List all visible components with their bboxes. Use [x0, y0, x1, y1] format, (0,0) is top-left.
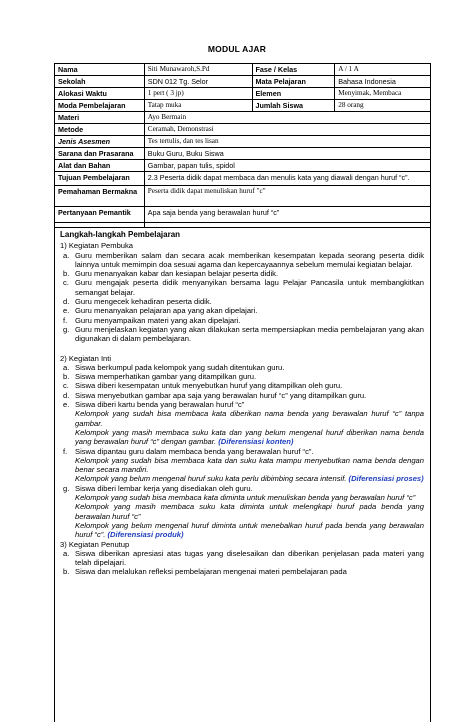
- sekolah-label: Sekolah: [55, 76, 145, 88]
- asesmen-label: Jenis Asesmen: [55, 136, 145, 148]
- mapel-value: Bahasa Indonesia: [335, 76, 431, 88]
- info-row-moda: [55, 100, 431, 112]
- list-item: a. Siswa diberikan apresiasi atas tugas yang diselesaikan dan diberikan penjelasan pada materi yang telah dipelajari.: [63, 548, 424, 568]
- moda-label: Moda Pembelajaran: [55, 100, 145, 112]
- nama-label: Nama: [55, 64, 145, 76]
- list-item: g. Siswa diberi lembar kerja yang disediakan oleh guru. Kelompok yang sudah bisa membaca kata diminta untuk menuliskan benda yang berawalan huruf “c” Kelompok yang masih membaca suku kata diminta untuk melengkapi huruf pada benda yang berawalan huruf “c” Kelompok yang belum mengenal huruf diminta untuk menebalkan huruf pada benda yang berawalan huruf “c”. (Diferensiasi produk): [63, 483, 424, 540]
- kegiatan-penutup: [60, 540, 424, 577]
- list-item: e. Guru menanyakan pelajaran apa yang akan dipelajari.: [63, 306, 258, 316]
- sarana-label: Sarana dan Prasarana: [55, 148, 145, 160]
- penutup-title: 3) Kegiatan Penutup: [60, 539, 130, 549]
- info-row-nama: [55, 64, 431, 76]
- info-row-sekolah: [55, 76, 431, 88]
- inti-list: [60, 363, 424, 540]
- sekolah-value: SDN 012 Tg. Selor: [144, 76, 252, 88]
- pertanyaan-label: Pertanyaan Pemantik: [55, 207, 145, 228]
- list-item: c. Guru mengajak peserta didik menyanyikan bersama lagu Pelajar Pancasila untuk membangkitkan semangat belajar.: [63, 278, 424, 297]
- inti-f-note-2: Kelompok yang belum mengenal huruf suku kata perlu dibimbing secara intensif. (Diferensiasi proses): [75, 474, 424, 484]
- info-row-alokasi: [55, 88, 431, 100]
- nama-value: Siti Munawaroh,S.Pd: [144, 64, 252, 76]
- module-info-table: [54, 63, 431, 228]
- list-item: c. Siswa diberi kesempatan untuk menyebutkan huruf yang ditampilkan oleh guru.: [63, 381, 343, 391]
- inti-title: 2) Kegiatan Inti: [60, 353, 112, 363]
- materi-label: Materi: [55, 112, 145, 124]
- inti-e-note-1: Kelompok yang sudah bisa membaca kata diberikan nama benda yang berawalan huruf “c” tanpa gambar.: [75, 409, 424, 428]
- tujuan-label: Tujuan Pembelajaran: [55, 172, 145, 186]
- pemahaman-label: Pemahaman Bermakna: [55, 186, 145, 207]
- inti-e-note-2: Kelompok yang masih membaca suku kata dan yang belum mengenal huruf diberikan nama benda yang berawalan huruf “c” dengan gambar. (Diferensiasi konten): [75, 427, 424, 447]
- inti-g-note-1: Kelompok yang sudah bisa membaca kata diminta untuk menuliskan benda yang berawalan huruf “c”: [75, 493, 416, 503]
- list-item: f. Siswa dipantau guru dalam membaca benda yang berawalan huruf “c”. Kelompok yang sudah bisa membaca kata dan suku kata mampu menyebutkan nama benda dengan benar secara mandiri. Kelompok yang belum mengenal huruf suku kata perlu dibimbing secara intensif. (Diferensiasi proses): [63, 446, 424, 484]
- fase-value: A / 1 A: [335, 64, 431, 76]
- document-title: MODUL AJAR: [207, 44, 267, 54]
- list-item: b. Siswa dan melalukan refleksi pembelajaran mengenai materi pembelajaran pada: [63, 567, 347, 577]
- info-row-sarana: [55, 148, 431, 160]
- diferensiasi-proses-tag: (Diferensiasi proses): [348, 474, 424, 484]
- inti-g-note-3: Kelompok yang belum mengenal huruf diminta untuk menebalkan huruf pada benda yang berawalan huruf “c”. (Diferensiasi produk): [75, 520, 424, 540]
- list-item: a. Siswa berkumpul pada kelompok yang sudah ditentukan guru.: [63, 362, 285, 372]
- steps-heading: Langkah-langkah Pembelajaran: [60, 230, 181, 239]
- alokasi-value: 1 pert ( 3 jp): [144, 88, 252, 100]
- list-item: d. Guru mengecek kehadiran peserta didik.: [63, 297, 212, 307]
- inti-f-note-1: Kelompok yang sudah bisa membaca kata dan suku kata mampu menyebutkan nama benda dengan benar secara mandiri.: [75, 455, 424, 475]
- info-row-pemahaman: [55, 186, 431, 207]
- pertanyaan-value: Apa saja benda yang berawalan huruf “c”: [144, 207, 430, 228]
- inti-g-note-2: Kelompok yang masih membaca suku kata diminta untuk melengkapi huruf pada benda yang berawalan huruf “c”: [75, 502, 424, 521]
- list-item: a. Guru memberikan salam dan secara acak memberikan kesempatan kepada seorang peserta didik lainnya untuk memimpin doa sesuai agama dan kepercayaannya sebelum memulai kegiatan belajar.: [63, 250, 424, 269]
- jumlah-label: Jumlah Siswa: [252, 100, 335, 112]
- list-item: d. Siswa menyebutkan gambar apa saja yang berawalan huruf “c” yang ditampilkan guru.: [63, 390, 367, 400]
- info-row-metode: [55, 124, 431, 136]
- diferensiasi-produk-tag: (Diferensiasi produk): [107, 530, 184, 540]
- list-item: e. Siswa diberi kartu benda yang berawalan huruf “c” Kelompok yang sudah bisa membaca kata diberikan nama benda yang berawalan huruf “c” tanpa gambar. Kelompok yang masih membaca suku kata dan yang belum mengenal huruf diberikan nama benda yang berawalan huruf “c” dengan gambar. (Diferensiasi konten): [63, 400, 424, 447]
- materi-value: Ayo Bermain: [144, 112, 430, 124]
- pemahaman-value: Peserta didik dapat menuliskan huruf "c": [144, 186, 430, 207]
- kegiatan-pembuka: [60, 241, 424, 343]
- elemen-label: Elemen: [252, 88, 335, 100]
- info-row-asesmen: [55, 136, 431, 148]
- mapel-label: Mata Pelajaran: [252, 76, 335, 88]
- alokasi-label: Alokasi Waktu: [55, 88, 145, 100]
- list-item: g. Guru menjelaskan kegiatan yang akan dilakukan serta mempersiapkan media pembelajaran yang akan digunakan di dalam pembelajaran.: [63, 324, 424, 344]
- list-item: f. Guru menyampaikan materi yang akan dipelajari.: [63, 315, 241, 325]
- learning-steps-section: [54, 222, 431, 722]
- fase-label: Fase / Kelas: [252, 64, 335, 76]
- kegiatan-inti: [60, 354, 424, 540]
- metode-value: Ceramah, Demonstrasi: [144, 124, 430, 136]
- pembuka-list: [60, 251, 424, 344]
- list-item: b. Siswa memperhatikan gambar yang ditampilkan guru.: [63, 372, 257, 382]
- sarana-value: Buku Guru, Buku Siswa: [144, 148, 430, 160]
- tujuan-value: 2.3 Peserta didik dapat membaca dan menulis kata yang diawali dengan huruf “c”.: [144, 172, 430, 186]
- info-row-alat: [55, 160, 431, 172]
- alat-label: Alat dan Bahan: [55, 160, 145, 172]
- diferensiasi-konten-tag: (Diferensiasi konten): [218, 437, 294, 447]
- moda-value: Tatap muka: [144, 100, 252, 112]
- pembuka-title: 1) Kegiatan Pembuka: [60, 241, 134, 251]
- penutup-list: [60, 549, 424, 577]
- list-item: b. Guru menanyakan kabar dan kesiapan belajar peserta didik.: [63, 269, 279, 279]
- alat-value: Gambar, papan tulis, spidol: [144, 160, 430, 172]
- info-row-tujuan: [55, 172, 431, 186]
- asesmen-value: Tes tertulis, dan tes lisan: [144, 136, 430, 148]
- jumlah-value: 28 orang: [335, 100, 431, 112]
- info-row-materi: [55, 112, 431, 124]
- metode-label: Metode: [55, 124, 145, 136]
- elemen-value: Menyimak, Membaca: [335, 88, 431, 100]
